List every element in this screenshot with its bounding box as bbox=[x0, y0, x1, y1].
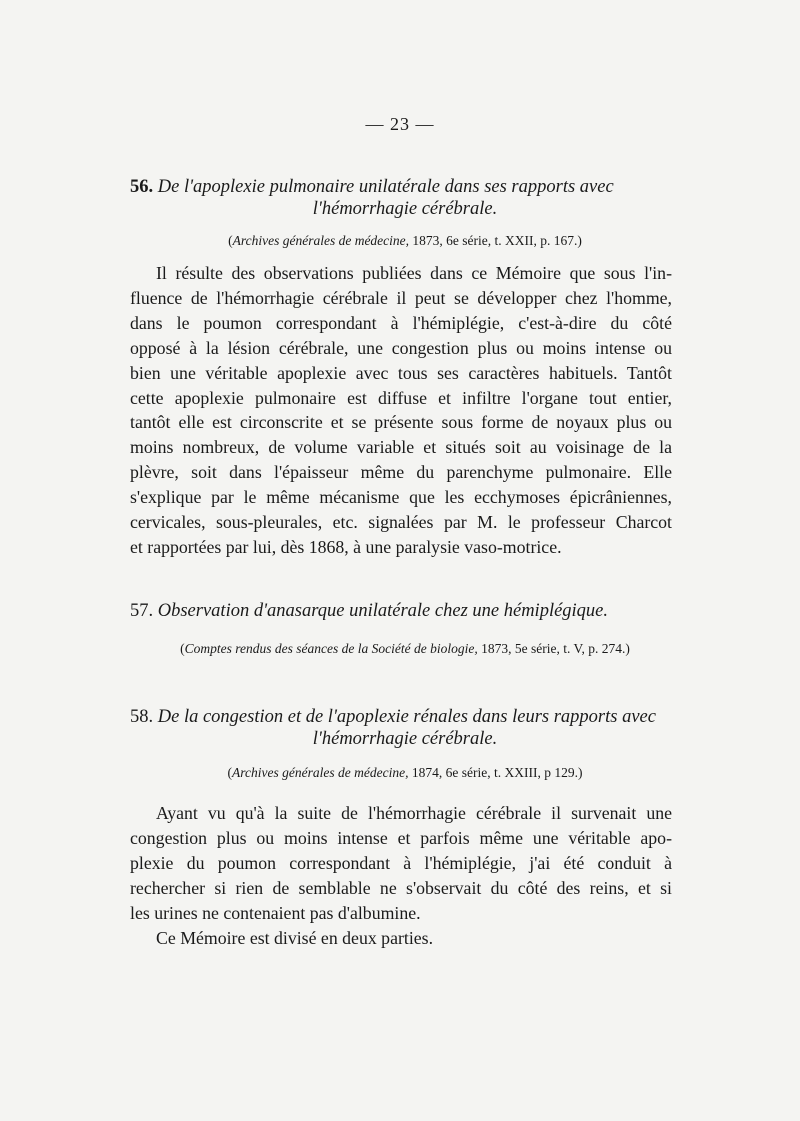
entry-number: 58. bbox=[130, 707, 154, 727]
paragraph-line: et rapportées par lui, dès 1868, à une paralysie vaso-motrice. bbox=[130, 536, 562, 557]
entry-title-line1: De l'apoplexie pulmonaire unilatérale dans ses rapports avec bbox=[157, 177, 614, 197]
source-journal: Comptes rendus des séances de la Société de biologie, bbox=[184, 641, 478, 656]
paragraph-line: fluence de l'hémorrhagie cérébrale il peut se développer chez l'homme, bbox=[130, 287, 672, 308]
paragraph-line: congestion plus ou moins intense et parfois même une véritable apo- bbox=[130, 827, 672, 848]
source-details: 1873, 5e série, t. V, p. 274.) bbox=[477, 641, 630, 656]
paragraph-line: Ayant vu qu'à la suite de l'hémorrhagie cérébrale il survenait une bbox=[156, 803, 672, 823]
source-open-paren: ( bbox=[227, 765, 233, 780]
source-details: 1873, 6e série, t. XXII, p. 167.) bbox=[409, 233, 582, 248]
paragraph-line: dans le poumon correspondant à l'hémiplégie, c'est-à-dire du côté bbox=[130, 312, 672, 333]
entry-57-title bbox=[130, 600, 680, 622]
source-details: 1874, 6e série, t. XXIII, p 129.) bbox=[408, 765, 583, 780]
paragraph-line: opposé à la lésion cérébrale, une congestion plus ou moins intense ou bbox=[130, 337, 672, 358]
entry-title-line1: De la congestion et de l'apoplexie rénales dans leurs rapports avec bbox=[157, 707, 656, 727]
page-number: — 23 — bbox=[365, 114, 435, 134]
entry-56-source bbox=[130, 232, 680, 250]
entry-number: 57. bbox=[130, 601, 154, 621]
entry-56-paragraph bbox=[130, 261, 672, 560]
entry-58-title bbox=[130, 706, 680, 750]
entry-title-line2: l'hémorrhagie cérébrale. bbox=[312, 729, 498, 749]
paragraph-line: Il résulte des observations publiées dans ce Mémoire que sous l'in- bbox=[156, 263, 672, 283]
entry-title-line2: l'hémorrhagie cérébrale. bbox=[312, 199, 498, 219]
source-journal: Archives générales de médecine, bbox=[232, 233, 410, 248]
paragraph-line: rechercher si rien de semblable ne s'observait du côté des reins, et si bbox=[130, 877, 672, 898]
entry-58-source bbox=[130, 764, 680, 782]
paragraph-line: Ce Mémoire est divisé en deux parties. bbox=[156, 927, 434, 948]
paragraph-line: plèvre, soit dans l'épaisseur même du parenchyme pulmonaire. Elle bbox=[130, 462, 672, 483]
paragraph-line: plexie du poumon correspondant à l'hémiplégie, j'ai été conduit à bbox=[130, 852, 672, 873]
entry-57-source bbox=[130, 640, 680, 658]
paragraph-line: bien une véritable apoplexie avec tous ses caractères habituels. Tantôt bbox=[130, 362, 672, 383]
entry-58-paragraph bbox=[130, 801, 672, 950]
paragraph-line: moins nombreux, de volume variable et situés soit au voisinage de la bbox=[130, 437, 672, 458]
entry-title-line1: Observation d'anasarque unilatérale chez une hémiplégique. bbox=[157, 601, 609, 621]
paragraph-line: tantôt elle est circonscrite et se présente sous forme de noyaux plus ou bbox=[130, 412, 672, 433]
source-journal: Archives générales de médecine, bbox=[232, 765, 409, 780]
paragraph-line: cette apoplexie pulmonaire est diffuse et infiltre l'organe tout entier, bbox=[130, 387, 672, 408]
paragraph-line: s'explique par le même mécanisme que les ecchymoses épicrâniennes, bbox=[130, 487, 672, 508]
source-open-paren: ( bbox=[228, 233, 233, 248]
entry-number: 56. bbox=[130, 177, 154, 197]
source-open-paren: ( bbox=[180, 641, 185, 656]
paragraph-line: cervicales, sous-pleurales, etc. signalées par M. le professeur Charcot bbox=[130, 512, 672, 533]
paragraph-line: les urines ne contenaient pas d'albumine. bbox=[130, 902, 421, 923]
entry-56-title bbox=[130, 176, 680, 220]
